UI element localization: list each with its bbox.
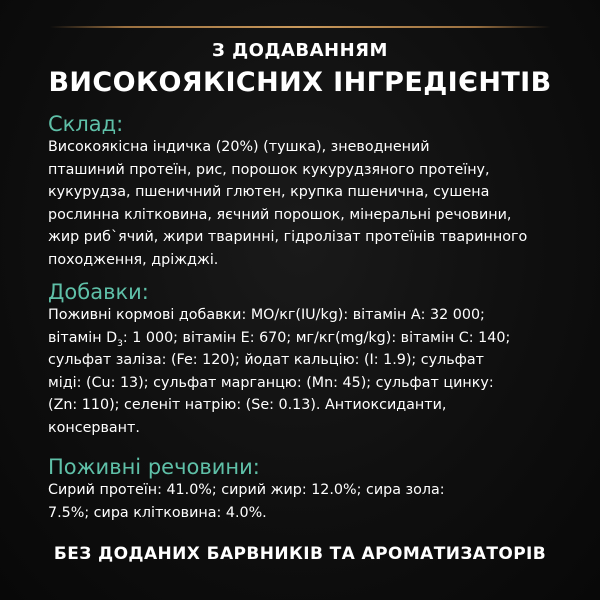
additives-line: (Zn: 110); селеніт натрію: (Se: 0.13). Антиоксиданти, bbox=[48, 397, 447, 413]
composition-line: пташиний протеїн, рис, порошок кукурудзяного протеїну, bbox=[48, 161, 490, 178]
additives-line: консервант. bbox=[48, 419, 140, 436]
composition-line: жир риб`ячий, жири тваринні, гідролізат протеїнів тваринного bbox=[48, 229, 528, 245]
vitamin-d-subscript: 3 bbox=[117, 338, 123, 349]
header bbox=[0, 40, 600, 98]
nutrients-heading: Поживні речовини: bbox=[48, 455, 260, 479]
additives-line bbox=[48, 327, 578, 350]
composition-heading: Склад: bbox=[48, 112, 124, 136]
vitamin-d-label: вітамін D bbox=[48, 329, 118, 346]
header-title: ВИСОКОЯКІСНИХ ІНГРЕДІЄНТІВ bbox=[48, 67, 552, 98]
composition-line: Високоякісна індичка (20%) (тушка), зневоднений bbox=[48, 139, 430, 155]
additives-text bbox=[48, 304, 578, 439]
additives-line: Поживні кормові добавки: МО/кг(IU/kg): вітамін А: 32 000; bbox=[48, 307, 485, 323]
composition-line: кукурудза, пшеничний глютен, крупка пшенична, сушена bbox=[48, 184, 490, 200]
composition-text bbox=[48, 136, 578, 271]
nutrients-section bbox=[48, 455, 578, 524]
gold-divider bbox=[50, 26, 550, 28]
additives-line: сульфат заліза: (Fe: 120); йодат кальцію: (I: 1.9); сульфат bbox=[48, 352, 484, 368]
nutrients-line: Сирий протеїн: 41.0%; сирий жир: 12.0%; сира зола: bbox=[48, 482, 445, 498]
additives-line-rest: : 1 000; вітамін Е: 670; мг/кг(mg/kg): вітамін С: 140; bbox=[122, 329, 511, 346]
header-subtitle: З ДОДАВАННЯМ bbox=[212, 40, 388, 61]
nutrients-text bbox=[48, 479, 578, 524]
additives-section bbox=[48, 280, 578, 439]
footer-claim: БЕЗ ДОДАНИХ БАРВНИКІВ ТА АРОМАТИЗАТОРІВ bbox=[53, 544, 547, 564]
nutrients-line: 7.5%; сира клітковина: 4.0%. bbox=[48, 504, 267, 521]
additives-line: міді: (Cu: 13); сульфат марганцю: (Mn: 45); сульфат цинку: bbox=[48, 374, 494, 391]
composition-line: рослинна клітковина, яєчний порошок, мінеральні речовини, bbox=[48, 206, 512, 223]
composition-section bbox=[48, 112, 578, 271]
additives-heading: Добавки: bbox=[48, 280, 149, 304]
composition-line: походження, дріжджі. bbox=[48, 251, 219, 268]
